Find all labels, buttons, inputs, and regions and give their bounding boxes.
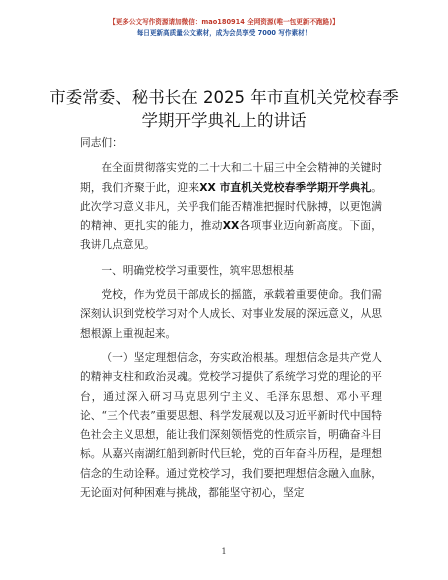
opening-text-part-2: 。此次学习意义非凡，关乎我们能否精准把握时代脉搏，以更饱满的精神、更扎实的能力，推动: [80, 180, 382, 233]
document-title-line-2: 学期开学典礼上的讲话: [141, 111, 307, 130]
opening-text-part-3: 各项事业迈向新高度。下面，我讲几点意见。: [80, 219, 382, 252]
document-title-line-1: 市委常委、秘书长在 2025 年市直机关党校春季: [49, 88, 399, 107]
document-body: [80, 133, 382, 502]
opening-highlight-event: XX 市直机关党校春季学期开学典礼: [199, 180, 372, 194]
section-1-paragraph: 党校，作为党员干部成长的摇篮，承载着重要使命。我们需深刻认识到党校学习对个人成长、对事业发展的深远意义，从思想根源上重视起来。: [80, 288, 382, 340]
page-number: 1: [221, 547, 227, 556]
salutation: 同志们：: [80, 136, 123, 149]
subsection-1-paragraph: [80, 348, 382, 502]
subsection-1-text: 理想信念是共产党人的精神支柱和政治灵魂。党校学习提供了系统学习党的理论的平台，通过深入研习马克思列宁主义、毛泽东思想、邓小平理论、“三个代表”重要思想、科学发展观以及习近平新时代中国特色社会主义思想，能让我们深刻领悟党的性质宗旨，明确奋斗目标。从嘉兴南湖红船到新时代巨轮，党的百年奋斗历程，是理想信念的生动诠释。通过党校学习，我们要把理想信念融入血脉，无论面对何种困难与挑战，都能坚守初心，坚定: [80, 350, 382, 500]
document-title: [40, 86, 408, 132]
subsection-1-heading: （一）坚定理想信念，夯实政治根基。: [101, 350, 285, 364]
section-heading-1: 一、明确党校学习重要性，筑牢思想根基: [101, 263, 294, 277]
opening-text-part-1: 在全面贯彻落实党的二十大和二十届三中全会精神的关键时期，我们齐聚于此，迎来: [80, 161, 382, 194]
promo-banner-line-1: 【更多公文写作资源请加微信：mao180914 全网资源(唯一包更新不跑路)】: [109, 18, 339, 26]
opening-paragraph: [80, 158, 382, 254]
promo-banner-line-2: 每日更新高质量公文素材，成为会员享受 7000 写作素材！: [136, 29, 312, 37]
promo-banner: [0, 17, 448, 39]
opening-highlight-xx: XX: [222, 219, 240, 233]
